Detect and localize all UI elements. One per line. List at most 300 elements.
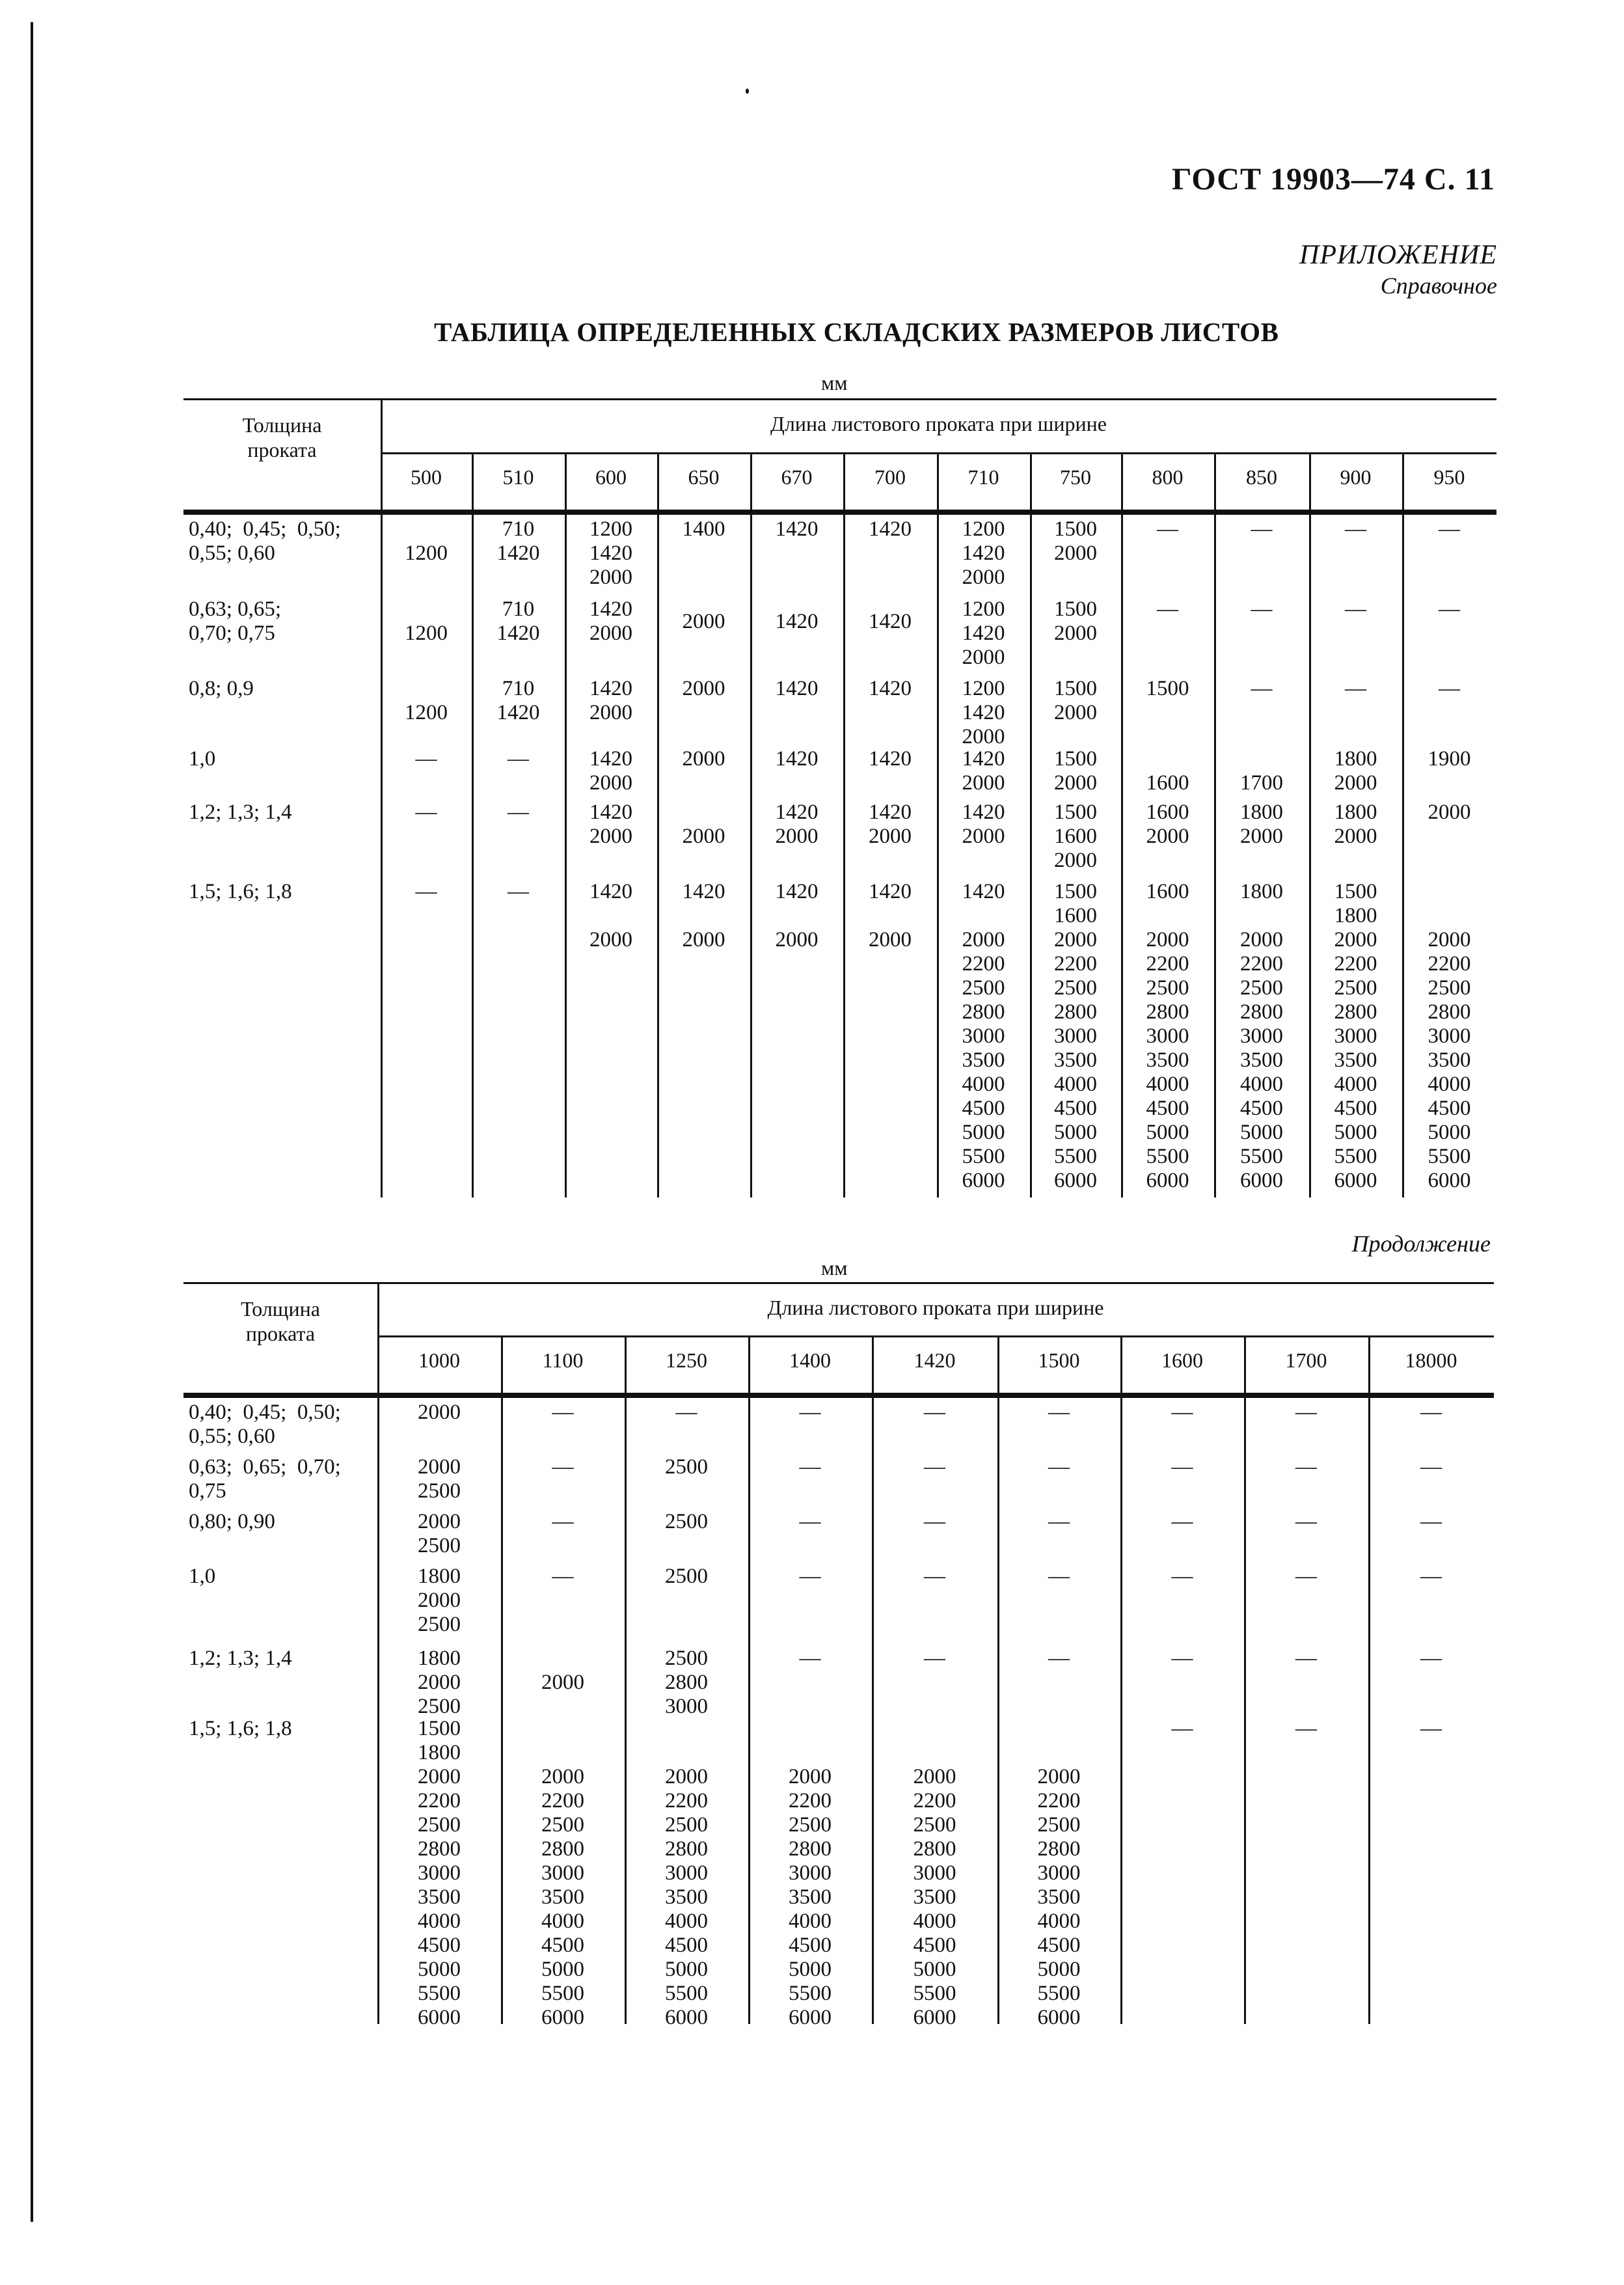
table-cell bbox=[1214, 517, 1309, 541]
length-value: 710 bbox=[502, 517, 535, 541]
group-header-length: Длина листового проката при ширине bbox=[767, 1296, 1104, 1319]
row-label-thickness: 0,80; 0,90 bbox=[189, 1510, 275, 1533]
length-value: 2000 bbox=[775, 825, 819, 848]
dash-empty-value: — bbox=[924, 1510, 945, 1533]
table-cell bbox=[1244, 1510, 1368, 1534]
table-cell bbox=[657, 880, 750, 952]
length-value: 1420 bbox=[775, 880, 819, 903]
length-value: 6000 bbox=[541, 2006, 584, 2029]
table-cell bbox=[381, 747, 472, 771]
length-value: 1200 bbox=[405, 622, 448, 645]
length-value: 2500 bbox=[418, 1695, 461, 1718]
table-cell bbox=[1214, 597, 1309, 622]
length-value: 5000 bbox=[541, 1958, 584, 1981]
length-value: 1200 bbox=[405, 541, 448, 565]
length-value: 1420 bbox=[962, 880, 1005, 903]
dash-empty-value: — bbox=[924, 1455, 945, 1479]
table-cell bbox=[381, 880, 472, 904]
length-value: 3000 bbox=[418, 1861, 461, 1885]
length-value: 2500 bbox=[665, 1647, 708, 1670]
length-value: 1420 bbox=[496, 541, 540, 565]
length-value: 3500 bbox=[789, 1885, 832, 1909]
table-cell bbox=[1030, 677, 1121, 725]
table-cell bbox=[937, 800, 1030, 849]
length-value: 2000 bbox=[418, 1510, 461, 1533]
table-cell bbox=[750, 677, 843, 701]
table-cell bbox=[1368, 1401, 1494, 1425]
row-label-thickness: 1,0 bbox=[189, 1565, 216, 1588]
length-value: 2200 bbox=[1334, 952, 1377, 976]
table-cell bbox=[625, 1717, 748, 2030]
table-cell bbox=[565, 517, 657, 590]
length-value: 1600 bbox=[1146, 880, 1189, 903]
table-cell bbox=[657, 610, 750, 634]
length-value: 1420 bbox=[869, 747, 912, 771]
length-value bbox=[748, 1741, 872, 1765]
length-value: 1800 bbox=[1240, 800, 1283, 824]
length-value: 1420 bbox=[869, 517, 912, 541]
table-cell bbox=[1030, 597, 1121, 646]
length-value: 2200 bbox=[665, 1789, 708, 1813]
table-cell bbox=[1402, 677, 1496, 701]
dash-empty-value: — bbox=[1420, 1401, 1442, 1424]
table-cell bbox=[501, 1647, 625, 1695]
length-value: 2000 bbox=[682, 747, 725, 771]
length-value: 2500 bbox=[1054, 976, 1097, 1000]
column-header-width: 670 bbox=[781, 465, 813, 489]
length-value: 6000 bbox=[1054, 1169, 1097, 1192]
length-value: 5000 bbox=[1146, 1121, 1189, 1144]
table-cell bbox=[1244, 1455, 1368, 1479]
length-value: 3000 bbox=[1334, 1024, 1377, 1048]
length-value bbox=[872, 1717, 997, 1741]
length-value: 1800 bbox=[418, 1565, 461, 1588]
length-value: 4500 bbox=[1428, 1097, 1471, 1120]
table-cell bbox=[1214, 880, 1309, 1193]
table-cell bbox=[1244, 1401, 1368, 1425]
length-value bbox=[625, 1717, 748, 1741]
length-value: 1420 bbox=[962, 622, 1005, 645]
length-value bbox=[997, 1741, 1120, 1765]
table-cell bbox=[997, 1565, 1120, 1589]
length-value: 2800 bbox=[1334, 1000, 1377, 1024]
length-value: 2000 bbox=[1240, 928, 1283, 951]
length-value bbox=[501, 1647, 625, 1671]
table-cell bbox=[937, 597, 1030, 670]
length-value: 6000 bbox=[1037, 2006, 1081, 2029]
length-value: 2000 bbox=[869, 825, 912, 848]
table-cell bbox=[381, 622, 472, 646]
length-value: 5000 bbox=[913, 1958, 956, 1981]
length-value: 2500 bbox=[665, 1813, 708, 1837]
length-value: 2200 bbox=[541, 1789, 584, 1813]
dash-empty-value: — bbox=[799, 1455, 821, 1479]
length-value: 3000 bbox=[1037, 1861, 1081, 1885]
length-value: 6000 bbox=[1428, 1169, 1471, 1192]
page-margin-line bbox=[31, 22, 33, 2222]
table-cell bbox=[1120, 1647, 1244, 1671]
length-value: 2800 bbox=[789, 1837, 832, 1861]
table-cell bbox=[843, 677, 937, 701]
length-value: 2200 bbox=[1428, 952, 1471, 976]
length-value: 1420 bbox=[869, 609, 912, 633]
dash-empty-value: — bbox=[799, 1510, 821, 1533]
dash-empty-value: — bbox=[1295, 1401, 1317, 1424]
table-cell bbox=[1244, 1647, 1368, 1671]
length-value: 1200 bbox=[962, 677, 1005, 700]
length-value: 5000 bbox=[665, 1958, 708, 1981]
length-value: 2000 bbox=[962, 928, 1005, 951]
table-cell bbox=[748, 1401, 872, 1425]
table-cell bbox=[1402, 597, 1496, 622]
length-value: 4000 bbox=[789, 1909, 832, 1933]
table-cell bbox=[1121, 677, 1214, 701]
length-value: 4500 bbox=[541, 1934, 584, 1957]
length-value: 2500 bbox=[418, 1813, 461, 1837]
dash-empty-value: — bbox=[924, 1647, 945, 1670]
length-value: 2000 bbox=[418, 1765, 461, 1788]
length-value: 6000 bbox=[665, 2006, 708, 2029]
dash-empty-value: — bbox=[1048, 1647, 1070, 1670]
length-value: 3000 bbox=[1054, 1024, 1097, 1048]
dash-empty-value: — bbox=[1345, 597, 1366, 621]
length-value: 1600 bbox=[1054, 825, 1097, 848]
length-value: 3500 bbox=[1334, 1048, 1377, 1072]
length-value: 1800 bbox=[1334, 747, 1377, 771]
length-value: 1420 bbox=[962, 701, 1005, 724]
length-value: 5000 bbox=[789, 1958, 832, 1981]
length-value: 2000 bbox=[418, 1671, 461, 1694]
column-header-width: 850 bbox=[1246, 465, 1277, 489]
column-divider bbox=[1120, 1335, 1122, 2024]
length-value: 2500 bbox=[962, 976, 1005, 1000]
row-label-thickness: 1,0 bbox=[189, 747, 216, 771]
length-value: 1500 bbox=[1054, 517, 1097, 541]
length-value bbox=[1214, 904, 1309, 928]
length-value: 3500 bbox=[1054, 1048, 1097, 1072]
length-value: 2800 bbox=[962, 1000, 1005, 1024]
length-value: 4000 bbox=[541, 1909, 584, 1933]
length-value: 2000 bbox=[962, 825, 1005, 848]
table-cell bbox=[750, 800, 843, 849]
dash-empty-value: — bbox=[1171, 1455, 1193, 1479]
column-header-width: 950 bbox=[1433, 465, 1465, 489]
length-value: 2000 bbox=[1240, 825, 1283, 848]
row-header-thickness: Толщина проката bbox=[242, 413, 322, 461]
standard-number: ГОСТ 19903—74 С. 11 bbox=[1172, 162, 1495, 197]
table-cell bbox=[1214, 677, 1309, 701]
table-cell bbox=[377, 1717, 501, 2030]
length-value: 4000 bbox=[1037, 1909, 1081, 1933]
table-cell bbox=[750, 610, 843, 634]
table-cell bbox=[657, 677, 750, 701]
dash-empty-value: — bbox=[1171, 1565, 1193, 1588]
column-header-width: 1100 bbox=[542, 1348, 584, 1372]
length-value: 2000 bbox=[913, 1765, 956, 1788]
length-value: 2500 bbox=[913, 1813, 956, 1837]
length-value: 3000 bbox=[789, 1861, 832, 1885]
length-value: 1200 bbox=[962, 517, 1005, 541]
length-value: 3500 bbox=[541, 1885, 584, 1909]
length-value: 1420 bbox=[496, 622, 540, 645]
dash-empty-value: — bbox=[1295, 1565, 1317, 1588]
column-header-width: 1250 bbox=[666, 1348, 707, 1372]
table-cell bbox=[1121, 597, 1214, 622]
length-value: 3500 bbox=[1240, 1048, 1283, 1072]
dash-empty-value: — bbox=[1251, 517, 1273, 541]
length-value: 2000 bbox=[1054, 622, 1097, 645]
table-cell bbox=[1402, 747, 1496, 771]
length-value: 710 bbox=[502, 677, 535, 700]
dash-empty-value: — bbox=[552, 1510, 574, 1533]
length-value: 2000 bbox=[775, 928, 819, 951]
dash-empty-value: — bbox=[799, 1647, 821, 1670]
table-cell bbox=[872, 1510, 997, 1534]
dash-empty-value: — bbox=[1171, 1647, 1193, 1670]
length-value: 2000 bbox=[1334, 825, 1377, 848]
column-header-width: 1500 bbox=[1038, 1348, 1080, 1372]
length-value: 2000 bbox=[789, 1765, 832, 1788]
length-value: 6000 bbox=[1146, 1169, 1189, 1192]
dash-empty-value: — bbox=[552, 1401, 574, 1424]
table-cell bbox=[748, 1565, 872, 1589]
dash-empty-value: — bbox=[1048, 1510, 1070, 1533]
dash-empty-value: — bbox=[1420, 1455, 1442, 1479]
length-value: 5500 bbox=[665, 1982, 708, 2005]
length-value: 1800 bbox=[418, 1647, 461, 1670]
length-value: 2000 bbox=[589, 622, 632, 645]
table-cell bbox=[377, 1647, 501, 1719]
table-cell bbox=[625, 1455, 748, 1479]
table-cell bbox=[1120, 1717, 1244, 1741]
length-value: 2000 bbox=[1146, 928, 1189, 951]
length-value: 1420 bbox=[589, 541, 632, 565]
table-cell bbox=[750, 747, 843, 771]
table-cell bbox=[565, 800, 657, 849]
length-value: 1800 bbox=[1334, 904, 1377, 927]
length-value: 1420 bbox=[775, 747, 819, 771]
row-label-thickness: 0,63; 0,65; 0,70; 0,75 bbox=[189, 1455, 341, 1503]
dash-empty-value: — bbox=[415, 800, 437, 824]
table-cell bbox=[501, 1565, 625, 1589]
length-value: 5500 bbox=[913, 1982, 956, 2005]
dash-empty-value: — bbox=[508, 800, 529, 824]
length-value: 1200 bbox=[405, 701, 448, 724]
table-cell bbox=[750, 517, 843, 541]
length-value: 2500 bbox=[418, 1534, 461, 1557]
table-cell bbox=[843, 747, 937, 771]
table-cell bbox=[1368, 1647, 1494, 1671]
table-cell bbox=[997, 1401, 1120, 1425]
table-cell bbox=[472, 517, 565, 566]
table-cell bbox=[381, 800, 472, 825]
length-value: 2000 bbox=[541, 1671, 584, 1694]
length-value: 1500 bbox=[1054, 880, 1097, 903]
length-value: 2500 bbox=[1428, 976, 1471, 1000]
table-top-rule bbox=[183, 1282, 1494, 1284]
table-cell bbox=[1244, 1565, 1368, 1589]
column-header-width: 650 bbox=[688, 465, 720, 489]
length-value: 2500 bbox=[665, 1565, 708, 1588]
length-value: 2500 bbox=[665, 1455, 708, 1479]
row-header-thickness: Толщина проката bbox=[241, 1297, 320, 1345]
table-cell bbox=[1309, 517, 1402, 541]
length-value: 2000 bbox=[1334, 771, 1377, 795]
dash-empty-value: — bbox=[924, 1565, 945, 1588]
length-value bbox=[625, 1741, 748, 1765]
table-cell bbox=[625, 1401, 748, 1425]
length-value: 5500 bbox=[1428, 1145, 1471, 1168]
dash-empty-value: — bbox=[1157, 597, 1178, 621]
dash-empty-value: — bbox=[1420, 1647, 1442, 1670]
length-value: 1420 bbox=[775, 609, 819, 633]
dash-empty-value: — bbox=[1295, 1717, 1317, 1740]
length-value: 4000 bbox=[665, 1909, 708, 1933]
table-cell bbox=[565, 880, 657, 952]
length-value: 6000 bbox=[1334, 1169, 1377, 1192]
length-value: 5500 bbox=[1037, 1982, 1081, 2005]
length-value: 2000 bbox=[962, 646, 1005, 669]
length-value: 1500 bbox=[1334, 880, 1377, 903]
table-cell bbox=[872, 1647, 997, 1671]
length-value: 2000 bbox=[541, 1765, 584, 1788]
table-cell bbox=[381, 701, 472, 725]
table-cell bbox=[748, 1510, 872, 1534]
table-cell bbox=[1120, 1401, 1244, 1425]
length-value: 1420 bbox=[775, 677, 819, 700]
length-value: 1600 bbox=[1054, 904, 1097, 927]
length-value: 2000 bbox=[1037, 1765, 1081, 1788]
table-cell bbox=[377, 1565, 501, 1637]
length-value: 2500 bbox=[541, 1813, 584, 1837]
length-value: 3500 bbox=[913, 1885, 956, 1909]
length-value: 5500 bbox=[1334, 1145, 1377, 1168]
length-value: 2500 bbox=[418, 1479, 461, 1503]
length-value: 2000 bbox=[418, 1401, 461, 1424]
length-value bbox=[657, 904, 750, 928]
group-header-length: Длина листового проката при ширине bbox=[770, 412, 1107, 435]
length-value: 4000 bbox=[1334, 1073, 1377, 1096]
dash-empty-value: — bbox=[1345, 677, 1366, 700]
appendix-type: Справочное bbox=[1380, 273, 1497, 299]
length-value: 2000 bbox=[1054, 701, 1097, 724]
length-value: 5000 bbox=[1428, 1121, 1471, 1144]
column-divider bbox=[381, 398, 383, 1197]
table-cell bbox=[843, 517, 937, 541]
length-value: 5500 bbox=[1146, 1145, 1189, 1168]
length-value bbox=[501, 1741, 625, 1765]
dash-empty-value: — bbox=[799, 1401, 821, 1424]
length-value: 2800 bbox=[418, 1837, 461, 1861]
table-cell bbox=[872, 1401, 997, 1425]
length-value: 4000 bbox=[913, 1909, 956, 1933]
table-cell bbox=[565, 677, 657, 725]
length-value: 2500 bbox=[418, 1613, 461, 1636]
table-cell bbox=[472, 597, 565, 646]
length-value: 2500 bbox=[1240, 976, 1283, 1000]
length-value: 2000 bbox=[1054, 928, 1097, 951]
length-value: 3500 bbox=[665, 1885, 708, 1909]
length-value: 1500 bbox=[1146, 677, 1189, 700]
length-value: 710 bbox=[502, 597, 535, 621]
length-value: 4000 bbox=[1240, 1073, 1283, 1096]
table-cell bbox=[872, 1717, 997, 2030]
length-value: 2800 bbox=[1240, 1000, 1283, 1024]
length-value: 2200 bbox=[789, 1789, 832, 1813]
length-value: 2200 bbox=[1037, 1789, 1081, 1813]
column-header-width: 700 bbox=[874, 465, 906, 489]
table-cell bbox=[1214, 771, 1309, 795]
table-cell bbox=[1121, 771, 1214, 795]
length-value: 4500 bbox=[1334, 1097, 1377, 1120]
column-header-width: 18000 bbox=[1405, 1348, 1457, 1372]
table-cell bbox=[1120, 1455, 1244, 1479]
length-value: 4500 bbox=[962, 1097, 1005, 1120]
length-value: 1420 bbox=[589, 800, 632, 824]
length-value: 2500 bbox=[1037, 1813, 1081, 1837]
scan-speck bbox=[746, 89, 749, 94]
dash-empty-value: — bbox=[415, 880, 437, 903]
column-divider bbox=[1368, 1335, 1370, 2024]
length-value: 3000 bbox=[913, 1861, 956, 1885]
row-label-thickness: 1,2; 1,3; 1,4 bbox=[189, 1647, 292, 1670]
length-value: 2800 bbox=[665, 1837, 708, 1861]
dash-empty-value: — bbox=[552, 1565, 574, 1588]
length-value: 2200 bbox=[1240, 952, 1283, 976]
length-value: 6000 bbox=[962, 1169, 1005, 1192]
length-value: 2000 bbox=[962, 725, 1005, 748]
length-value: 2000 bbox=[1054, 541, 1097, 565]
length-value: 2200 bbox=[962, 952, 1005, 976]
table-cell bbox=[1402, 517, 1496, 541]
length-value: 1500 bbox=[1054, 747, 1097, 771]
table-cell bbox=[1309, 677, 1402, 701]
length-value: 4000 bbox=[1428, 1073, 1471, 1096]
length-value: 1420 bbox=[869, 880, 912, 903]
table-cell bbox=[657, 825, 750, 849]
length-value: 2500 bbox=[665, 1510, 708, 1533]
length-value: 1600 bbox=[1146, 800, 1189, 824]
row-label-thickness: 1,5; 1,6; 1,8 bbox=[189, 1717, 292, 1740]
dash-empty-value: — bbox=[1171, 1510, 1193, 1533]
length-value: 2500 bbox=[1146, 976, 1189, 1000]
table-cell bbox=[872, 1565, 997, 1589]
length-value: 2000 bbox=[1428, 928, 1471, 951]
length-value: 2000 bbox=[962, 566, 1005, 589]
length-value: 3000 bbox=[541, 1861, 584, 1885]
table-cell bbox=[625, 1510, 748, 1534]
length-value: 2800 bbox=[1146, 1000, 1189, 1024]
length-value: 5500 bbox=[789, 1982, 832, 2005]
length-value: 2000 bbox=[682, 677, 725, 700]
length-value: 4500 bbox=[1037, 1934, 1081, 1957]
column-header-width: 750 bbox=[1060, 465, 1091, 489]
length-value: 2000 bbox=[589, 566, 632, 589]
table-cell bbox=[501, 1717, 625, 2030]
length-value: 5000 bbox=[1334, 1121, 1377, 1144]
length-value: 2800 bbox=[541, 1837, 584, 1861]
table-cell bbox=[937, 677, 1030, 749]
length-value: 4000 bbox=[418, 1909, 461, 1933]
table-cell bbox=[472, 800, 565, 825]
length-value: 1420 bbox=[682, 880, 725, 903]
length-value: 1420 bbox=[589, 677, 632, 700]
length-value bbox=[843, 904, 937, 928]
length-value: 4500 bbox=[418, 1934, 461, 1957]
length-value: 2800 bbox=[1054, 1000, 1097, 1024]
length-value: 4500 bbox=[1146, 1097, 1189, 1120]
dash-empty-value: — bbox=[1295, 1510, 1317, 1533]
